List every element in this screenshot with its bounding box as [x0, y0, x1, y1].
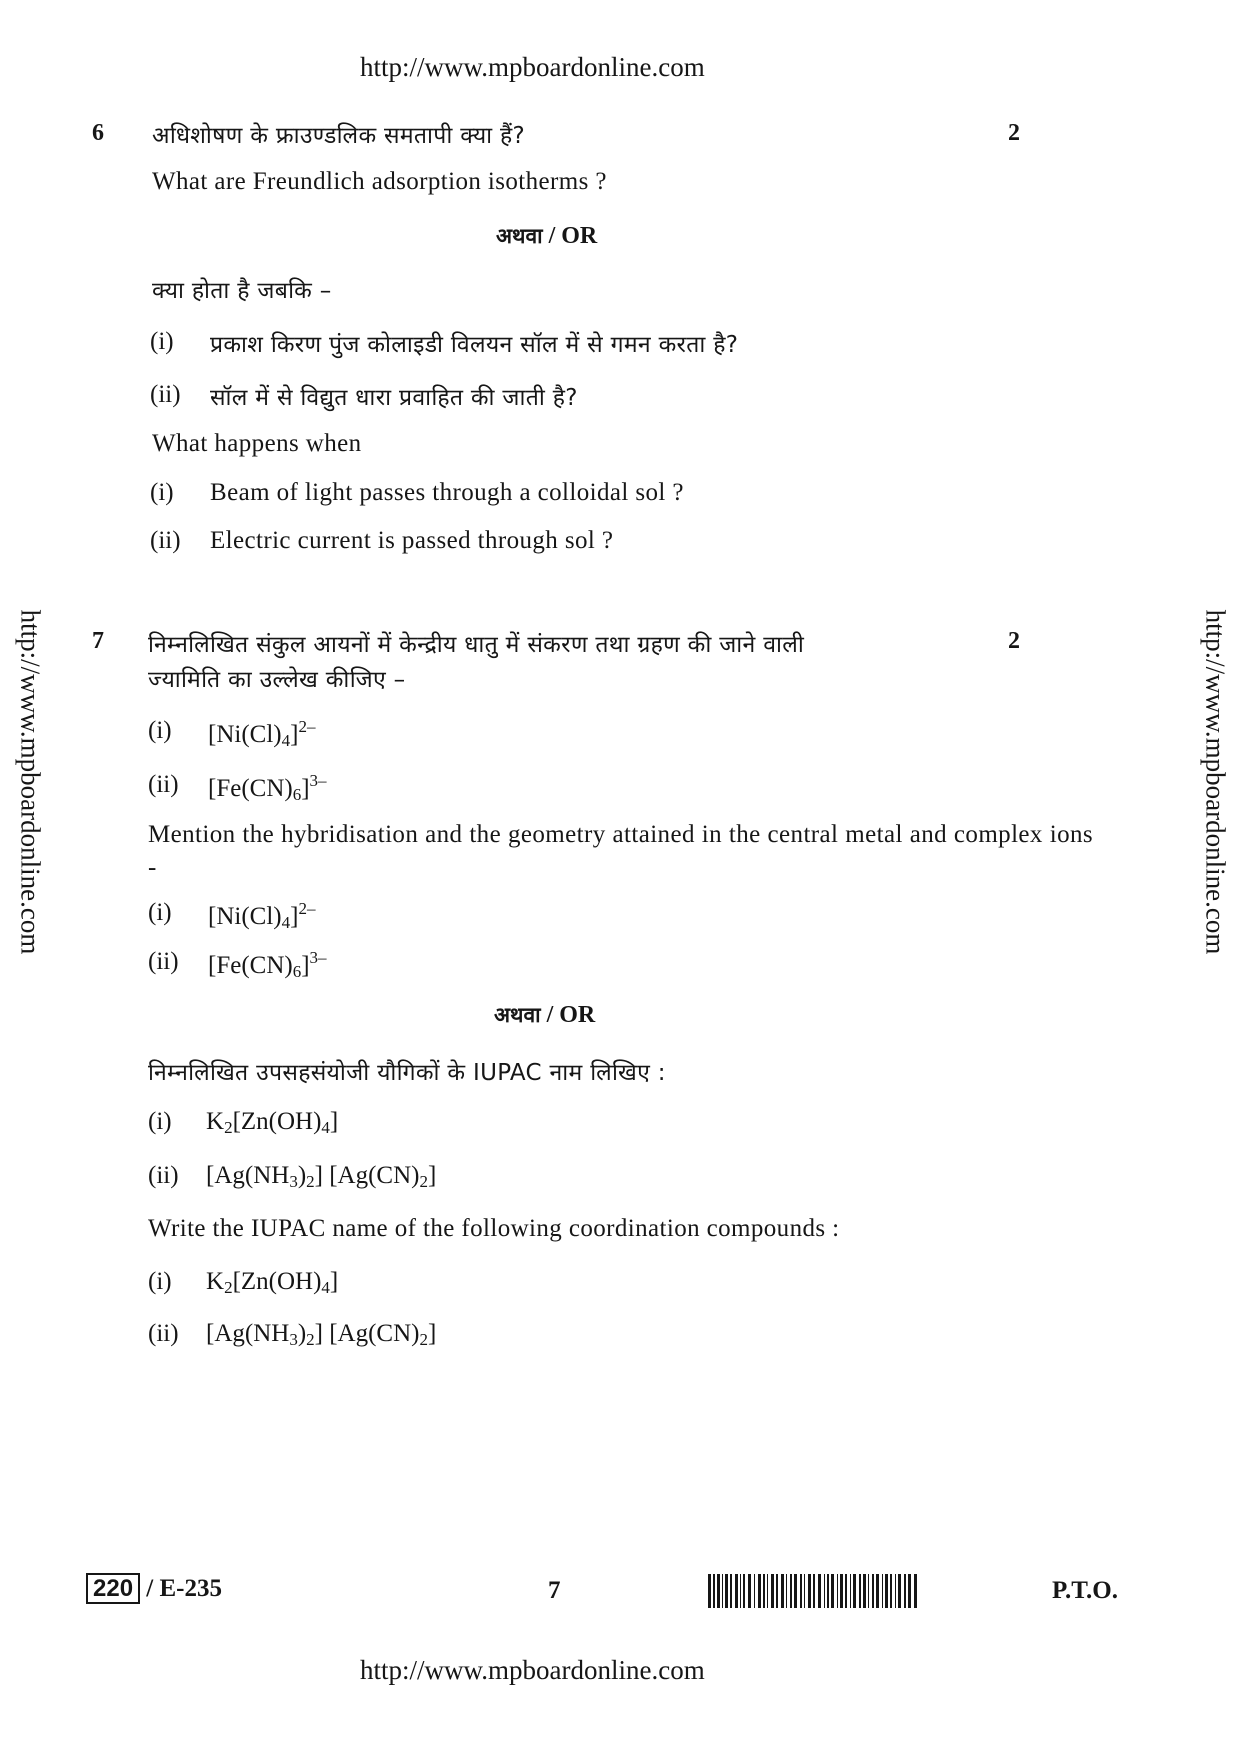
question-7-english-formula-2: $[Fe(CN)_6]^{3-}$ — [208, 948, 327, 981]
footer-url: http://www.mpboardonline.com — [360, 1655, 705, 1685]
question-7-alt-hindi-formula-2: $[Ag(NH_3)_2]$ $[Ag(CN)_2]$ — [206, 1162, 437, 1191]
question-6-alt-english-item-1: Beam of light passes through a colloidal sol ? — [210, 479, 684, 506]
side-url-left: http://www.mpboardonline.com — [15, 609, 46, 955]
question-6-alt-hindi-label-1: (i) — [150, 328, 174, 355]
question-7-alt-english: Write the IUPAC name of the following coordination compounds : — [148, 1215, 840, 1242]
question-7-alt-hindi-label-1: (i) — [148, 1108, 172, 1135]
footer-box-code: 220 — [86, 1573, 140, 1604]
question-6-alt-english-item-2: Electric current is passed through sol ? — [210, 527, 614, 554]
question-7-hindi-label-2: (ii) — [148, 771, 179, 798]
or-hindi: अथवा — [496, 224, 543, 248]
question-7-english: Mention the hybridisation and the geometry attained in the central metal and complex ions - — [148, 821, 1093, 881]
question-6-english: What are Freundlich adsorption isotherms ? — [152, 168, 607, 195]
header-url: http://www.mpboardonline.com — [360, 52, 705, 82]
question-6-alt-english-label-1: (i) — [150, 479, 174, 506]
footer-paper-code — [86, 1575, 222, 1603]
question-7-alt-english-formula-2: $[Ag(NH_3)_2]$ $[Ag(CN)_2]$ — [206, 1320, 437, 1349]
question-6-hindi: अधिशोषण के फ्राउण्डलिक समतापी क्या हैं? — [152, 123, 526, 149]
question-6-alt-hindi-intro: क्या होता है जबकि – — [152, 278, 332, 304]
or-english: OR — [561, 223, 598, 249]
footer-pto: P.T.O. — [1052, 1577, 1118, 1604]
question-7-hindi-line-1: निम्नलिखित संकुल आयनों में केन्द्रीय धातु में संकरण तथा ग्रहण की जाने वाली — [148, 632, 805, 658]
question-7-number: 7 — [92, 628, 104, 654]
question-6-alt-hindi-label-2: (ii) — [150, 381, 181, 408]
question-7-hindi-line-2: ज्यामिति का उल्लेख कीजिए – — [148, 667, 406, 693]
question-7-or-divider — [494, 1001, 595, 1029]
or-separator: / — [546, 1002, 554, 1028]
question-7-alt-hindi-label-2: (ii) — [148, 1162, 179, 1189]
question-6-number: 6 — [92, 120, 104, 146]
question-6-alt-english-intro: What happens when — [152, 430, 362, 457]
question-6-alt-hindi-item-2: सॉल में से विद्युत धारा प्रवाहित की जाती है? — [210, 385, 578, 411]
question-7-english-label-2: (ii) — [148, 948, 179, 975]
question-6-or-divider — [496, 222, 597, 250]
question-7-hindi-label-1: (i) — [148, 717, 172, 744]
question-6-marks: 2 — [1008, 120, 1020, 146]
question-6-alt-english-label-2: (ii) — [150, 527, 181, 554]
question-7-alt-hindi-formula-1: $K_2[Zn(OH)_4]$ — [206, 1108, 339, 1137]
question-7-hindi-formula-1: $[Ni(Cl)_4]^{2-}$ — [208, 717, 316, 750]
question-7-marks: 2 — [1008, 628, 1020, 654]
side-url-right: http://www.mpboardonline.com — [1200, 609, 1231, 955]
question-6-alt-hindi-item-1: प्रकाश किरण पुंज कोलाइडी विलयन सॉल में से गमन करता है? — [210, 332, 739, 358]
or-hindi: अथवा — [494, 1003, 541, 1027]
question-7-english-formula-1: $[Ni(Cl)_4]^{2-}$ — [208, 899, 316, 932]
question-7-alt-english-label-2: (ii) — [148, 1320, 179, 1347]
or-separator: / — [548, 223, 556, 249]
footer-code-text: / E-235 — [146, 1575, 222, 1602]
or-english: OR — [559, 1002, 596, 1028]
footer-page-number: 7 — [548, 1577, 561, 1604]
barcode — [708, 1574, 918, 1608]
question-7-alt-english-label-1: (i) — [148, 1268, 172, 1295]
question-7-english-label-1: (i) — [148, 899, 172, 926]
question-7-hindi-formula-2: $[Fe(CN)_6]^{3-}$ — [208, 771, 327, 804]
question-7-alt-hindi: निम्नलिखित उपसहसंयोजी यौगिकों के IUPAC नाम लिखिए : — [148, 1060, 666, 1086]
question-7-alt-english-formula-1: $K_2[Zn(OH)_4]$ — [206, 1268, 339, 1297]
